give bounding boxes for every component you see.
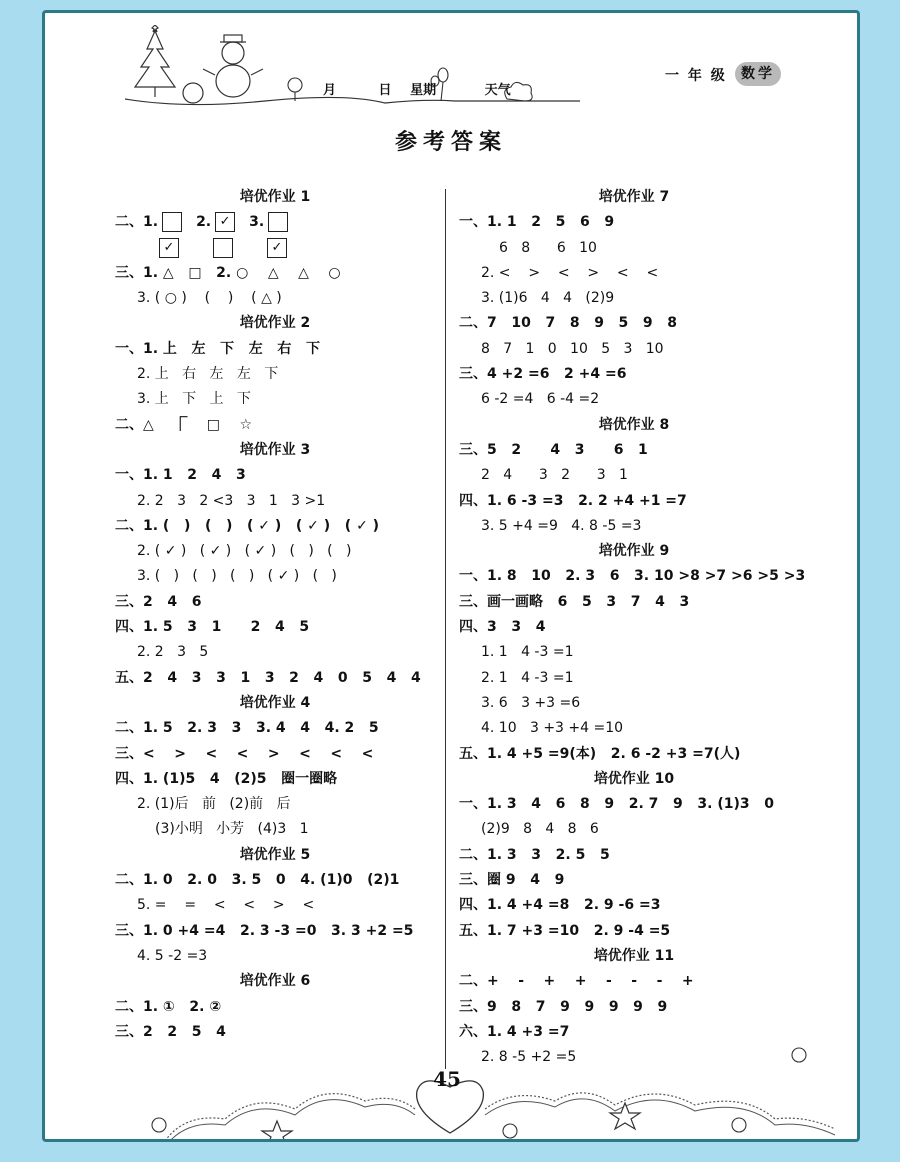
checkbox-answer-row (115, 210, 435, 235)
answer-line: 六、1. 4 +3 =7 (459, 1023, 570, 1040)
section-heading: 培优作业 6 (239, 973, 311, 990)
answer-line: 五、1. 7 +3 =10 2. 9 -4 =5 (459, 922, 671, 939)
section-heading: 培优作业 8 (598, 416, 670, 433)
section-heading: 培优作业 1 (239, 189, 311, 205)
header-decoration (125, 25, 645, 115)
answer-line: 2. (1)后 前 (2)前 后 (137, 796, 291, 813)
page-title: 参考答案 (394, 129, 507, 155)
answer-line: 二、+ - + + - - - + (459, 973, 694, 990)
answer-line: 三、5 2 4 3 6 1 (459, 441, 648, 458)
answer-line: 二、1. ( ) ( ) ( ✓ ) ( ✓ ) ( ✓ ) (115, 517, 380, 534)
answer-line: 3. 5 +4 =9 4. 8 -5 =3 (481, 517, 642, 534)
answer-line: 2. 上 右 左 左 下 (137, 366, 279, 383)
answer-line: 二、△ ⎾ □ ☆ (115, 416, 253, 433)
date-weather-row (323, 79, 525, 98)
answer-line: 2. 1 4 -3 =1 (481, 669, 574, 686)
answer-line: 2. 8 -5 +2 =5 (481, 1049, 577, 1066)
answer-line: 三、9 8 7 9 9 9 9 9 (459, 998, 668, 1015)
answer-box: ✓ (267, 238, 287, 258)
answer-line: 一、1. 1 2 5 6 9 (459, 214, 615, 231)
answer-line: 3. ( ○ ) ( ) ( △ ) (137, 290, 282, 307)
section-heading: 培优作业 10 (593, 770, 675, 787)
answer-line: 4. 10 3 +3 +4 =10 (481, 720, 624, 737)
answer-line: 四、1. (1)5 4 (2)5 圈一圈略 (115, 770, 338, 787)
answer-box (213, 238, 233, 258)
answer-line: 三、画一画略 6 5 3 7 4 3 (459, 593, 690, 610)
answer-line: 2. < > < > < < (481, 264, 659, 281)
snowman-icon (203, 35, 263, 97)
grade-label: 一 年 级 (665, 68, 727, 84)
answer-line: (3)小明 小芳 (4)3 1 (155, 821, 309, 838)
answer-page (42, 10, 860, 1142)
section-heading: 培优作业 11 (593, 947, 675, 964)
answer-line: 6 -2 =4 6 -4 =2 (481, 391, 600, 408)
answer-line: 三、4 +2 =6 2 +4 =6 (459, 366, 627, 383)
answer-box (162, 212, 182, 232)
item-label: 3. (249, 214, 265, 231)
answer-line: 一、1. 1 2 4 3 (115, 467, 246, 484)
answer-line: 3. 上 下 上 下 (137, 391, 251, 408)
answer-line: 3. ( ) ( ) ( ) ( ✓ ) ( ) (137, 568, 337, 585)
christmas-tree-icon (135, 25, 175, 97)
answer-line: 二、1. 0 2. 0 3. 5 0 4. (1)0 (2)1 (115, 872, 400, 889)
checkbox-answer-row (115, 236, 435, 261)
answer-box: ✓ (159, 238, 179, 258)
answer-line: 5. = = < < > < (137, 897, 315, 914)
answer-line: 3. 6 3 +3 =6 (481, 694, 581, 711)
subject-badge: 数学 (735, 62, 781, 86)
answer-line: 一、1. 3 4 6 8 9 2. 7 9 3. (1)3 0 (459, 796, 774, 813)
section-heading: 培优作业 7 (598, 189, 670, 205)
answer-line: 2. 2 3 2 <3 3 1 3 >1 (137, 492, 326, 509)
section-heading: 培优作业 9 (598, 543, 670, 560)
answer-line: 五、2 4 3 3 1 3 2 4 0 5 4 4 (115, 669, 421, 686)
answer-line: 三、2 2 5 4 (115, 1023, 226, 1040)
weather-label: 天气 (484, 83, 511, 98)
answer-line: 五、1. 4 +5 =9(本) 2. 6 -2 +3 =7(人) (459, 745, 741, 762)
answer-line: 二、1. 3 3 2. 5 5 (459, 846, 610, 863)
answer-line: 一、1. 上 左 下 左 右 下 (115, 340, 321, 357)
section-heading: 培优作业 2 (239, 315, 311, 332)
section-heading: 培优作业 3 (239, 441, 311, 458)
answer-line: 四、1. 5 3 1 2 4 5 (115, 619, 310, 636)
answer-line: 2. 2 3 5 (137, 644, 209, 661)
answer-line: (2)9 8 4 8 6 (481, 821, 599, 838)
answer-line: 三、1. 0 +4 =4 2. 3 -3 =0 3. 3 +2 =5 (115, 922, 414, 939)
answer-line: 2 4 3 2 3 1 (481, 467, 628, 484)
answer-box (268, 212, 288, 232)
row-prefix: 二、1. (115, 214, 159, 231)
answer-line: 2. ( ✓ ) ( ✓ ) ( ✓ ) ( ) ( ) (137, 543, 352, 560)
ball-icon (183, 83, 203, 103)
answer-line: 二、7 10 7 8 9 5 9 8 (459, 315, 678, 332)
answer-line: 6 8 6 10 (499, 239, 597, 256)
answer-line: 三、2 4 6 (115, 593, 202, 610)
item-label: 2. (196, 214, 212, 231)
answer-line: 1. 1 4 -3 =1 (481, 644, 574, 661)
answer-line: 3. (1)6 4 4 (2)9 (481, 290, 615, 307)
answer-line: 8 7 1 0 10 5 3 10 (481, 340, 664, 357)
answer-box: ✓ (215, 212, 235, 232)
column-divider (445, 189, 446, 1069)
day-label: 日 (378, 83, 392, 98)
section-heading: 培优作业 5 (239, 846, 311, 863)
weekday-label: 星期 (410, 83, 437, 98)
answer-line: 一、1. 8 10 2. 3 6 3. 10 >8 >7 >6 >5 >3 (459, 568, 806, 585)
answer-line: 四、1. 6 -3 =3 2. 2 +4 +1 =7 (459, 492, 687, 509)
answer-line: 三、圈 9 4 9 (459, 872, 565, 889)
answer-line: 二、1. 5 2. 3 3 3. 4 4 4. 2 5 (115, 720, 379, 737)
month-label: 月 (323, 83, 337, 98)
answer-line: 4. 5 -2 =3 (137, 947, 208, 964)
page-number: 45 (433, 1067, 461, 1091)
answer-line: 三、< > < < > < < < (115, 745, 374, 762)
answer-line: 四、1. 4 +4 =8 2. 9 -6 =3 (459, 897, 661, 914)
answer-line: 二、1. ① 2. ② (115, 998, 222, 1015)
bubble-icon (789, 1045, 809, 1065)
section-heading: 培优作业 4 (239, 694, 311, 711)
right-answer-column (459, 185, 809, 1070)
answer-line: 四、3 3 4 (459, 619, 546, 636)
answer-line: 三、1. △ □ 2. ○ △ △ ○ (115, 264, 341, 281)
left-answer-column (115, 185, 435, 1045)
